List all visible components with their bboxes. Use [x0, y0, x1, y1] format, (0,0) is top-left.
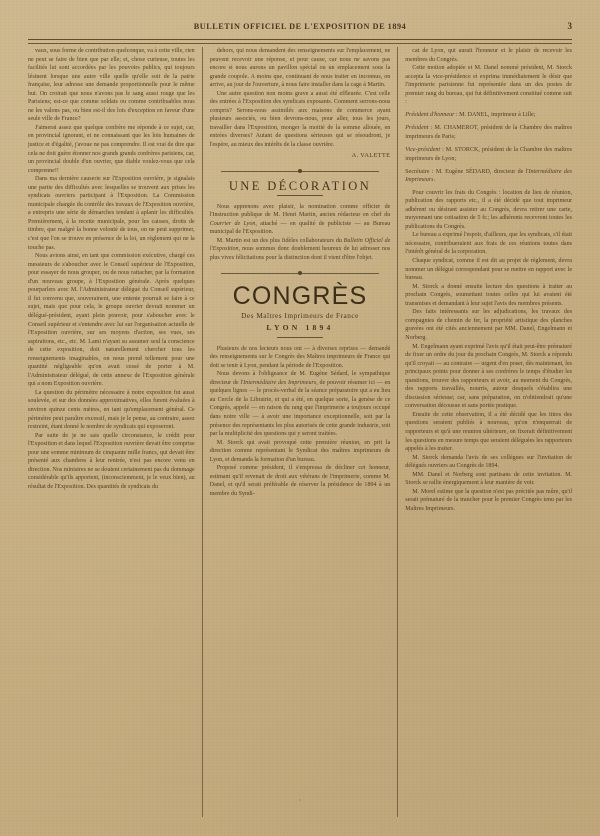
column-1: [28, 47, 202, 817]
paragraph: vaux, sous forme de contribution quelconque, va à cette ville, rien ne peut se faire de bien que par elle; et, chose curieuse, toutes les facilités lui sont accordées par les pouvoirs publics, qui toujours lésinent lorsque une autre ville quelle qu'elle soit de la patrie française, leur adresse une demande proportionnelle pour le même but. On croirait que nous n'avons pas le sang aussi rouge que les Parisiens; est-ce que comme soldats ou comme contribuables nous ne les valons pas, ou bien est-il des lois d'exception en faveur d'une seule ville de France?: [28, 48, 195, 123]
column-3: [398, 47, 572, 817]
paragraph: Dans ma dernière causerie sur l'Exposition ouvrière, je signalais une partie des difficultés avec lesquelles se trouvent aux prises les syndicats ouvriers participant à l'Exposition. La Commission municipale chargée du contrôle des travaux de l'Exposition ouvrière, a entrepris une série de démarches tendant à aplanir les difficultés. Premièrement, à la recette municipale, pour les caisses, droits de timbre, que malgré la bonne volonté de tous, on ne peut supprimer, c'est que l'on se trouve en présence de la loi, un règlement qui ne la touche pas.: [28, 176, 195, 251]
congres-subtitle: Des Maîtres Imprimeurs de France: [241, 311, 359, 321]
officer-role: Président d'honneur: [405, 112, 455, 119]
paragraph: Pour couvrir les frais du Congrès : location de lieu de réunion, publication des rapports etc., il a été décidé que tout imprimeur adhérent ou désirant assister au Congrès, devra retirer une carte, moyennant une cotisation de 5 fr.; les adhérents recevront toutes les publications du Congrès.: [405, 189, 572, 230]
paragraph: La question du périmètre nécessaire à notre exposition fut aussi soulevée, et sur des données approximatives, elles furent évaluées à environ quinze cents mètres, en tant qu'emplacement général. Ce périmètre peut paraître excessif, mais je le pense, au contraire, assez restreint, étant donné le nombre de syndicats qui exposeront.: [28, 389, 195, 431]
page-number: 3: [567, 21, 572, 31]
paragraph: MM. Danel et Norberg sont partisans de cette invitation. M. Storck se rallie énergiquement à leur manière de voir.: [405, 471, 572, 487]
header-rule: [28, 39, 572, 44]
heading-underline: [277, 337, 323, 338]
officer-entry: [405, 111, 572, 120]
paragraph: M. Engelmann ayant exprimé l'avis qu'il était peut-être prématuré de fixer un ordre du jour du prochain Congrès, M. Storck a répondu qu'il croyait — au contraire — urgent d'en poser, dès maintenant, les principaux points pour donner à ses confrères le temps d'étudier les questions, trouver des rapporteurs et avoir, au moment du Congrès, des rapports travaillés, nourris, autour desquels s'établira une discussion sérieuse; car, sans préparation, on n'obtiendrait qu'une conversation décousue et sans portée pratique.: [405, 343, 572, 410]
paragraph: Chaque syndicat, comme il est dit au projet de règlement, devra nommer un délégué correspondant pour se mettre en rapport avec le bureau.: [405, 258, 572, 282]
officer-entry: [405, 146, 572, 163]
column-2: [202, 47, 399, 817]
paragraph: J'aimerai assez que quelque confrère me réponde à ce sujet, car, en provincial ignorant, et ne connaissant que les lois humaines de justice et d'égalité, j'avoue ne pas comprendre. Il est vrai de dire que cela ne doit guère étonner nos grands grands confrères parisiens, car, un provincial double d'un ouvrier, que diable voulez-vous que cela comprenne!!: [28, 124, 195, 174]
paragraph: cat de Lyon, qui aurait l'honneur et le plaisir de recevoir les membres du Congrès.: [405, 48, 572, 63]
paragraph: Par suite de je ne sais quelle circonstance, le crédit pour l'Exposition et dans lequel l'Exposition ouvrière devait être comprise pour une somme minimum de cinquante mille francs, qui devait être présenté aux chambres à leur rentrée, n'est pas encore venu en direction. Nos ministres ne se doutent certainement pas du dommage considérable qu'ils apportent, (inconsciemment, je le veux bien), au résultat de l'Exposition. Des quantités de syndicats du: [28, 432, 195, 490]
paragraph: Des faits intéressants sur les adjudications, les travaux des compagnies de chemin de fer, la propriété artistique des planches gravées ont été cités anciennement par MM. Danel, Engelmann et Norberg.: [405, 309, 572, 341]
heading-underline: [277, 195, 323, 196]
officer-detail: : M. STORCK, président de la Chambre des maîtres imprimeurs de Lyon;: [405, 146, 572, 162]
paragraph: M. Martin est un des plus fidèles collaborateurs du Bulletin Officiel de l'Exposition, nous sommes donc doublement heureux de lui adresser nos plus vives félicitations pour la distinction dont il vient d'être l'objet.: [209, 237, 391, 261]
paragraph: Proposé comme président, il s'empressa de décliner cet honneur, estimant qu'il revenait de droit aux vétérans de l'imprimerie, comme M. Danel, et qu'il serait préférable de réserver la présidence de 1894 à un membre du Syndi-: [209, 465, 391, 497]
paragraph: M. Morel estime que la question n'est pas précitée pas mûre, qu'il serait prématuré de la trancher pour le premier Congrès tenu par les Maîtres Imprimeurs.: [405, 488, 572, 512]
masthead-title: BULLETIN OFFICIEL DE L'EXPOSITION DE 1894: [193, 22, 407, 31]
officer-entry: Secrétaire : M. Eugène SÉDARD, directeur de l'Intermédiaire des Imprimeurs.: [405, 168, 572, 184]
officer-role: Vice-président: [405, 146, 441, 153]
officer-role: Président: [405, 125, 429, 132]
paragraph: Ensuite de cette observation, il a été décidé que les titres des questions seraient publiés à nouveau, qu'on n'enquerrait de rapporteurs et qu'à une reunion ultérieure, on fixerait définitivement les questions en mesure temps que seraient déléguées les rapporteurs appelés à les traiter.: [405, 411, 572, 453]
officer-detail: : M. CHAMEROT, président de la Chambre des maîtres imprimeurs de Paris;: [405, 125, 572, 140]
paragraph: M. Storck demanda l'avis de ses collègues sur l'invitation de délégués ouvriers au Congrès de 1894.: [405, 454, 572, 470]
congres-place-year: LYON 1894: [266, 323, 334, 333]
paragraph: dehors, qui nous demandent des renseignements sur l'emplacement, ne peuvent recevoir une réponse, et pour cause, car nous ne savons pas encore si nous aurons un pavillon spécial ou un emplacement sous la grande coupole. A moins que, continuant de nous traiter en inconnus, on arrive, au jour de l'ouverture, à nous faire installer dans la cage à Martin.: [209, 48, 391, 89]
officer-entry: [405, 124, 572, 141]
paragraph: Une autre question non moins grave a aussi été effleurée. C'est celle des entrées à l'Exposition des syndicats exposants. Comment serrons-nous compris? Serons-nous assimilés aux maisons de commerce ayant plusieurs associés, ou bien devrons-nous, pour aller, tous les jours, travailler dans l'Exposition, monger la moitié de la somme allouée, en entrées diverses? Autant de questions sérieuses qui se résoudront, je l'espère, au mieux des intérêts de la classe ouvrière.: [209, 90, 391, 149]
paragraph: Plusieurs de nos lecteurs nous ont — à diverses reprises — demandé des renseignements sur le Congrès des Maîtres imprimeurs de France qui doit se tenir à Lyon, pendant la période de l'Exposition.: [209, 345, 391, 369]
page-end-mark: ·: [298, 796, 302, 805]
paragraph: M. Storck qui avait provoqué cette première réunion, en prit la direction comme représentant le Syndicat des maîtres imprimeurs de Lyon, et demanda la formation d'un bureau.: [209, 439, 391, 463]
paragraph: Le bureau a exprimé l'espoir, d'ailleurs, que les syndicats, s'il était nécessaire, contribueraient aux frais de ces réunions toutes dans l'intérêt général de la corporation.: [405, 232, 572, 256]
paragraph: Nous avions ainsi, en tant que commission exécutive, chargé ces messieurs de s'aboucher avec le Conseil supérieur de l'Exposition, pour essayer de nous grouper, ou de nous rattacher, par la formation d'un nouveau groupe, à l'Exposition générale. Après quelques pourparlers avec M. l'Administrateur délégué du Conseil supérieur, il fut convenu que, souverainent, une entente pourrait se faire à ce sujet, mais que pour cela, le groupe ouvrier devrait nommer un délégué-président, ayant plein pouvoir, pour s'aboucher avec le Conseil supérieur et s'entendre avec lui sur l'organisation actuelle de l'Exposition ouvrière, sur ses moyens d'action, ses vues, ses aspirations, etc., etc. M. Lami n'ayant su assumer seul la conscience de cette exposition, doit naturellement chercher tous les renseignements imaginables, on nous prend tellement pour une quantité négligeable qu'on avait cessé de porter à M. l'Administrateur délégué, de cette annexe de l'Exposition générale qui a nom Exposition ouvrière.: [28, 253, 195, 388]
ornament-divider: [210, 167, 391, 176]
paragraph: Cette motion adoptée et M. Danel nommé président, M. Storck accepta la vice-présidence et exprima immédiatement le désir que l'imprimerie parisienne fut représentée dans un des postes de premier rang du bureau, qui fut définitivement constitué comme suit :: [405, 65, 572, 106]
section-heading-congres: CONGRÈS: [232, 282, 368, 311]
paragraph: Nous devons à l'obligeance de M. Eugène Sédard, le sympathique directeur de l'Intermédiaire des Imprimeurs, de pouvoir résumer ici — en quelques lignes — le procès-verbal de la séance préparatoire qui a eu lieu au Cercle de la Librairie, et qui a été, en quelque sorte, la genèse de ce Congrès, appelé — en raison du rang que l'imprimerie a toujours occupé dans notre ville — à avoir une importance exceptionnelle, soit par la présence des représentants les plus autorisés de cette grande industrie, soit par la multiplicité des questions qui y seront traitées.: [209, 371, 391, 438]
article-signature: A. VALETTE: [351, 151, 391, 159]
ornament-divider: [210, 269, 391, 278]
paragraph: Nous apprenons avec plaisir, la nomination comme officier de l'Instruction publique de M. Henri Martin, ancien rédacteur en chef du Courrier de Lyon, attaché — en qualité de publiciste — au Bureau municipal de l'Exposition.: [209, 203, 391, 236]
officer-detail: : M. DANEL, imprimeur à Lille;: [454, 112, 536, 119]
column-container: [28, 47, 572, 817]
paragraph: M. Storck a donné ensuite lecture des questions à traiter au prochain Congrès, soumettant toutes celles qui lui avaient été transmises et demandant à leur sujet l'avis des membres présents.: [405, 283, 572, 307]
section-heading-decoration: UNE DÉCORATION: [228, 179, 372, 194]
